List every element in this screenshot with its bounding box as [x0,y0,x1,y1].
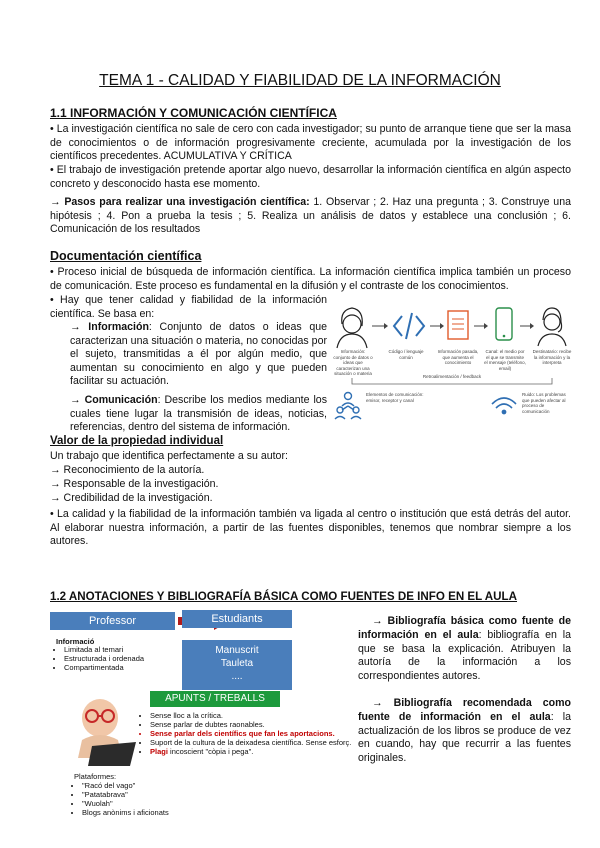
apunts-item-red: • Sense parlar dels científics que fan les aportacions. [150,729,362,738]
plataforma-item: • "Patatabrava" [82,790,169,799]
info-item: • Compartimentada [64,663,144,672]
valor-item-3: → Credibilidad de la investigación. [50,492,213,504]
paragraph-bibliografia-recomendada [358,697,571,766]
diagram-label-4: Canal: el medio por el que se transmite el mensaje (teléfono, email) [484,349,526,371]
diagram-feedback-label: Retroalimentación / feedback [422,374,482,379]
valor-intro: Un trabajo que identifica perfectamente a su autor: [50,450,288,462]
tauleta-label: Tauleta [220,658,254,669]
manuscrit-label: Manuscrit [215,645,259,656]
wifi-icon [492,398,516,414]
diagram-label-3: Información pasada, que aumenta el conocimiento [437,349,479,365]
paragraph-calidad: • Hay que tener calidad y fiabilidad de la información científica. Se basa en: [50,294,327,320]
basica-text: : bibliografía en la que se basa la explicación. Atribuyen la autoría de la información a los correspondientes autores. [358,628,571,683]
phone-icon [496,308,512,340]
pasos-text: 1. Observar ; 2. Haz una pregunta ; 3. Construye una hipótesis ; 4. Pon a prueba la tesis ; 5. Realiza un análisis de datos y establece una conclusión ; 6. Comunicación de los resultados [50,196,571,236]
info-title: Informació [56,637,95,646]
comunicacion-text: : Describe los medios mediante los cuales tiene lugar la transmisión de ideas, noticias, referencias, dentro del sistema de información. [70,394,327,434]
diagram-label-1: Información: conjunto de datos o ideas que caracterizan una situación o materia [333,349,373,376]
paragraph-trabajo: • El trabajo de investigación pretende aportar algo nuevo, desarrollar la información científica en algún aspecto concreto y desconocido hasta ese momento. [50,164,571,190]
person-receiver-icon [538,308,566,346]
apunts-item: • Sense parlar de dubtes raonables. [150,720,362,729]
paragraph-pasos [50,196,571,237]
diagram-label-5: Destinatario: recibe la información y la interpreta [532,349,572,365]
arrow-glyph: → [70,321,81,333]
plataforma-item: • Blogs anònims i aficionats [82,808,169,817]
paragraph-bibliografia-basica [358,615,571,684]
info-list [54,645,144,672]
apunts-box: APUNTS / TREBALLS [150,691,280,707]
heading-documentacion: Documentación científica [50,249,202,263]
info-item: • Estructurada i ordenada [64,654,144,663]
plagi-label: Plagi [150,747,168,756]
plataformes-title: Plataformes: [74,772,117,781]
valor-item-1: → Reconocimiento de la autoría. [50,464,205,476]
pasos-label: → Pasos para realizar una investigación científica: [50,196,310,208]
section-heading-1-2: 1.2 ANOTACIONES Y BIBLIOGRAFÍA BÁSICA COMO FUENTES DE INFO EN EL AULA [50,590,518,603]
paragraph-comunicacion [70,394,327,435]
paragraph-acumulativa: • La investigación científica no sale de cero con cada investigador; su punto de arranque tiene que ser la masa de conocimientos o de información progresivamente creciente, acumulada por la investigación de los científicos precedentes. ACUMULATIVA Y CRÍTICA [50,123,571,163]
dots-label: .... [231,671,243,682]
page-title: TEMA 1 - CALIDAD Y FIABILIDAD DE LA INFORMACIÓN [99,72,501,89]
apunts-list [138,711,362,756]
heading-valor: Valor de la propiedad individual [50,435,224,447]
plagi-text: incoscient "còpia i pega". [167,747,254,756]
estudiants-box: Estudiants [182,610,292,628]
info-item: • Limitada al temari [64,645,144,654]
people-group-icon [335,393,361,420]
informacion-text: : Conjunto de datos o ideas que caracterizan una situación o materia, no conocidas por el sujeto, transmitidas a él por algún medio, que aumentan su conocimiento en algo y que pueden facilitar su actuación. [70,321,327,388]
code-icon [394,313,424,339]
apunts-item-plagi [150,747,362,756]
comunicacion-label: Comunicación [84,394,158,406]
manuscrit-box [182,640,292,690]
paragraph-proceso-inicial: • Proceso inicial de búsqueda de información científica. La información científica implica también un proceso de comunicación. Este proceso es fundamental en la difusión y el contraste de los conocimientos. [50,266,571,292]
person-sender-icon [337,308,367,348]
diagram-bottom-right: Ruido: Los problemas que pueden afectar al proceso de comunicación [522,392,566,414]
paragraph-informacion [70,321,327,389]
plataforma-item: • "Racó del vago" [82,781,169,790]
plataformes-list [72,781,169,817]
arrow-glyph: → [70,394,81,406]
basica-label: → Bibliografía básica como fuente de información en el aula [358,615,571,641]
professor-box: Professor [50,612,175,630]
diagram-bottom-left: Elementos de comunicación: emisor, receptor y canal [366,392,424,403]
recomendada-label: → Bibliografía recomendada como fuente de información en el aula [358,697,571,723]
plataforma-item: • "Wuolah" [82,799,169,808]
valor-paragraph: • La calidad y la fiabilidad de la información también va ligada al centro o institución que está detrás del autor. Al elaborar nuestra información, a partir de las fuentes disponibles, tenemos que nombrar siempre a los autores. [50,508,571,548]
section-heading-1-1: 1.1 INFORMACIÓN Y COMUNICACIÓN CIENTÍFICA [50,106,337,120]
informacion-label: Información [88,321,149,333]
document-icon [448,311,468,339]
valor-item-2: → Responsable de la investigación. [50,478,219,490]
communication-diagram [332,296,572,432]
recomendada-text: : la actualización de los libros se produce de vez en cuando, hay que recurrir a las fuentes originales. [358,710,571,765]
apunts-item: • Suport de la cultura de la deixadesa científica. Sense esforç. [150,738,362,747]
apunts-figure [50,608,355,848]
child-laptop-icon [70,696,138,768]
diagram-label-2: Código / lenguaje común [388,349,424,360]
apunts-item: • Sense lloc a la crítica. [150,711,362,720]
